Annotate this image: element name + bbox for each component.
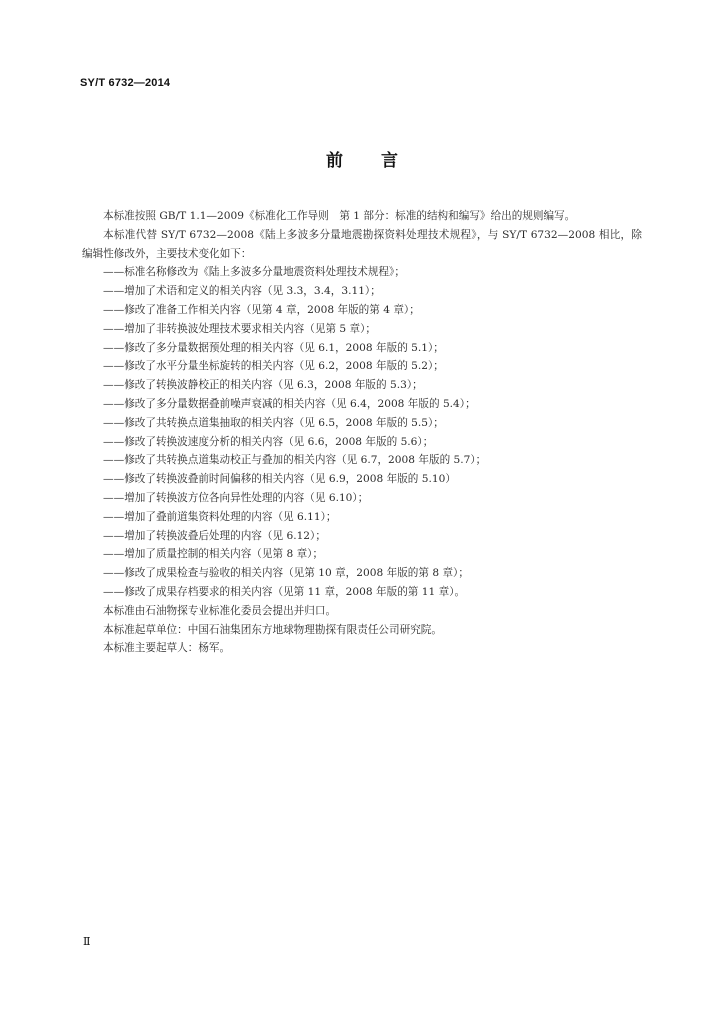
intro-paragraph: 本标准按照 GB/T 1.1—2009《标准化工作导则 第 1 部分：标准的结构和编写》给出的规则编写。	[103, 210, 576, 222]
list-item: ——修改了多分量数据叠前噪声衰减的相关内容（见 6.4，2008 年版的 5.4）；	[103, 397, 476, 410]
committee-paragraph: 本标准由石油物探专业标准化委员会提出并归口。	[103, 604, 337, 617]
list-item: ——修改了多分量数据预处理的相关内容（见 6.1，2008 年版的 5.1）；	[103, 341, 444, 354]
list-item: ——修改了转换波速度分析的相关内容（见 6.6，2008 年版的 5.6）；	[103, 435, 434, 448]
list-item: ——修改了水平分量坐标旋转的相关内容（见 6.2，2008 年版的 5.2）；	[103, 360, 444, 373]
list-item: ——修改了成果存档要求的相关内容（见第 11 章，2008 年版的第 11 章）。	[103, 585, 466, 598]
list-item: ——增加了叠前道集资料处理的内容（见 6.11）；	[103, 510, 337, 523]
list-item: ——增加了术语和定义的相关内容（见 3.3，3.4，3.11）；	[103, 285, 381, 298]
list-item: ——增加了非转换波处理技术要求相关内容（见第 5 章）；	[103, 322, 377, 335]
replacement-paragraph: 本标准代替 SY/T 6732—2008《陆上多波多分量地震勘探资料处理技术规程》，与 SY/T 6732—2008 相比，除编辑性修改外，主要技术变化如下：	[82, 228, 642, 260]
list-item: ——修改了成果检查与验收的相关内容（见第 10 章，2008 年版的第 8 章）；	[103, 567, 469, 580]
list-item: ——增加了转换波叠后处理的内容（见 6.12）；	[103, 529, 326, 542]
drafter-paragraph: 本标准主要起草人：杨军。	[103, 642, 231, 655]
list-item: ——增加了转换波方位各向异性处理的内容（见 6.10）；	[103, 491, 369, 504]
document-body	[82, 207, 642, 658]
list-item: ——修改了共转换点道集动校正与叠加的相关内容（见 6.7，2008 年版的 5.7）；	[103, 454, 487, 467]
list-item: ——修改了共转换点道集抽取的相关内容（见 6.5，2008 年版的 5.5）；	[103, 416, 444, 429]
list-item: ——修改了转换波静校正的相关内容（见 6.3，2008 年版的 5.3）；	[103, 379, 423, 392]
list-item: ——标准名称修改为《陆上多波多分量地震资料处理技术规程》；	[103, 266, 405, 279]
list-item: ——修改了准备工作相关内容（见第 4 章，2008 年版的第 4 章）；	[103, 303, 420, 316]
page-title: 前言	[326, 151, 436, 171]
standard-code: SY/T 6732—2014	[80, 77, 171, 89]
page-number: Ⅱ	[83, 935, 91, 948]
list-item: ——修改了转换波叠前时间偏移的相关内容（见 6.9，2008 年版的 5.10）	[103, 473, 456, 486]
drafting-unit-paragraph: 本标准起草单位：中国石油集团东方地球物理勘探有限责任公司研究院。	[103, 623, 442, 636]
list-item: ——增加了质量控制的相关内容（见第 8 章）；	[103, 548, 324, 561]
